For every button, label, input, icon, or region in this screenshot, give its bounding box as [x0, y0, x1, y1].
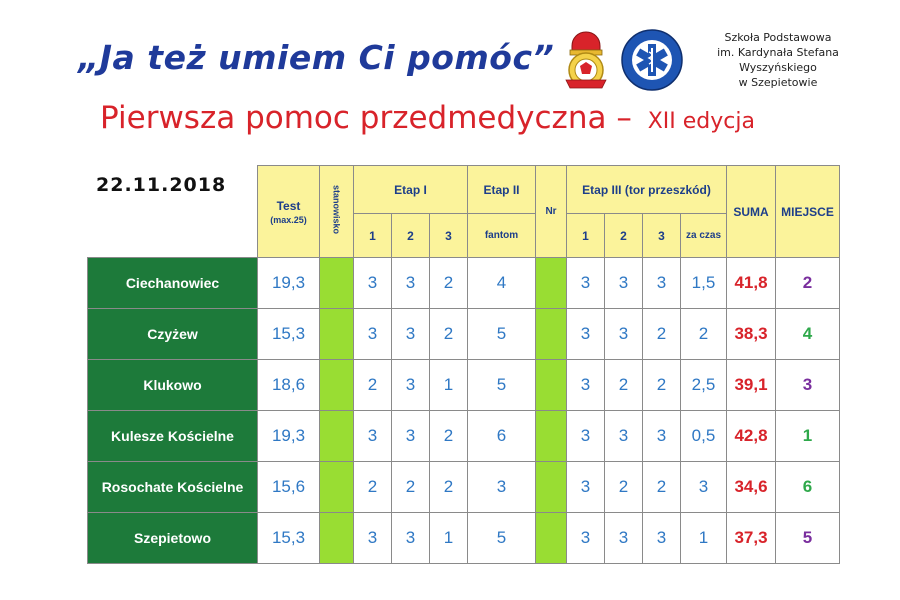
team-name-cell: Szepietowo: [88, 513, 258, 564]
etap3-time-cell: 2,5: [681, 360, 727, 411]
etap3-score-cell: 3: [605, 411, 643, 462]
suma-cell: 37,3: [727, 513, 776, 564]
table-row: [88, 411, 840, 462]
header-suma: SUMA: [727, 166, 776, 258]
etap1-score-cell: 2: [430, 411, 468, 462]
header-etap1-col: 2: [392, 214, 430, 258]
results-table: [87, 165, 840, 564]
stanowisko-cell: [320, 462, 354, 513]
header-etap3-col: 1: [567, 214, 605, 258]
miejsce-cell: 4: [776, 309, 840, 360]
team-name-cell: Czyżew: [88, 309, 258, 360]
etap1-score-cell: 3: [354, 513, 392, 564]
etap1-score-cell: 2: [354, 462, 392, 513]
etap1-score-cell: 1: [430, 360, 468, 411]
etap3-time-cell: 1: [681, 513, 727, 564]
header-fantom: fantom: [468, 214, 536, 258]
header-test: [258, 166, 320, 258]
test-score-cell: 15,3: [258, 513, 320, 564]
table-row: [88, 462, 840, 513]
team-name-cell: Ciechanowiec: [88, 258, 258, 309]
etap1-score-cell: 3: [392, 360, 430, 411]
stanowisko-cell: [320, 309, 354, 360]
header-test-max: (max.25): [270, 214, 307, 225]
suma-cell: 39,1: [727, 360, 776, 411]
etap1-score-cell: 3: [392, 411, 430, 462]
etap3-time-cell: 0,5: [681, 411, 727, 462]
header-etap1-col: 3: [430, 214, 468, 258]
miejsce-cell: 6: [776, 462, 840, 513]
school-line: Szkoła Podstawowa: [724, 31, 832, 44]
school-line: w Szepietowie: [738, 76, 818, 89]
etap3-score-cell: 3: [605, 513, 643, 564]
table-row: [88, 513, 840, 564]
etap3-score-cell: 2: [643, 462, 681, 513]
etap3-score-cell: 3: [605, 309, 643, 360]
team-name-cell: Klukowo: [88, 360, 258, 411]
header-stanowisko-label: stanowisko: [331, 185, 342, 235]
etap3-score-cell: 3: [567, 462, 605, 513]
stanowisko-cell: [320, 513, 354, 564]
header-za-czas: za czas: [681, 214, 727, 258]
header-stanowisko: [320, 166, 354, 258]
etap2-score-cell: 5: [468, 309, 536, 360]
team-name-cell: Rosochate Kościelne: [88, 462, 258, 513]
page-title: „Ja też umiem Ci pomóc”: [78, 38, 555, 77]
suma-cell: 38,3: [727, 309, 776, 360]
nr-cell: [536, 462, 567, 513]
test-score-cell: 19,3: [258, 258, 320, 309]
etap3-score-cell: 2: [643, 360, 681, 411]
etap3-score-cell: 3: [643, 513, 681, 564]
suma-cell: 42,8: [727, 411, 776, 462]
fire-brigade-emblem-icon: [556, 28, 616, 92]
subtitle-text: Pierwsza pomoc przedmedyczna –: [100, 100, 632, 136]
etap1-score-cell: 3: [354, 309, 392, 360]
header-miejsce: MIEJSCE: [776, 166, 840, 258]
etap3-score-cell: 2: [605, 360, 643, 411]
header-test-label: Test: [276, 198, 301, 213]
school-name: [690, 30, 866, 90]
etap2-score-cell: 5: [468, 513, 536, 564]
test-score-cell: 18,6: [258, 360, 320, 411]
etap2-score-cell: 6: [468, 411, 536, 462]
test-score-cell: 15,6: [258, 462, 320, 513]
etap1-score-cell: 3: [392, 258, 430, 309]
miejsce-cell: 1: [776, 411, 840, 462]
miejsce-cell: 5: [776, 513, 840, 564]
etap1-score-cell: 3: [392, 513, 430, 564]
star-of-life-icon: [620, 28, 684, 92]
etap3-score-cell: 3: [567, 513, 605, 564]
header-etap3: Etap III (tor przeszkód): [567, 166, 727, 214]
etap3-score-cell: 3: [567, 258, 605, 309]
table-row: [88, 258, 840, 309]
header-etap1: Etap I: [354, 166, 468, 214]
nr-cell: [536, 513, 567, 564]
etap1-score-cell: 2: [430, 258, 468, 309]
stanowisko-cell: [320, 360, 354, 411]
etap1-score-cell: 2: [392, 462, 430, 513]
suma-cell: 34,6: [727, 462, 776, 513]
stanowisko-cell: [320, 411, 354, 462]
etap2-score-cell: 5: [468, 360, 536, 411]
etap3-score-cell: 3: [567, 309, 605, 360]
etap3-time-cell: 1,5: [681, 258, 727, 309]
nr-cell: [536, 258, 567, 309]
edition-label: XII edycja: [647, 109, 755, 134]
stanowisko-cell: [320, 258, 354, 309]
etap3-score-cell: 3: [567, 411, 605, 462]
etap3-time-cell: 3: [681, 462, 727, 513]
etap1-score-cell: 2: [430, 309, 468, 360]
etap3-score-cell: 3: [643, 411, 681, 462]
suma-cell: 41,8: [727, 258, 776, 309]
etap3-score-cell: 3: [605, 258, 643, 309]
etap1-score-cell: 3: [354, 411, 392, 462]
etap1-score-cell: 3: [354, 258, 392, 309]
etap1-score-cell: 3: [392, 309, 430, 360]
etap1-score-cell: 1: [430, 513, 468, 564]
header-etap1-col: 1: [354, 214, 392, 258]
date-label: 22.11.2018: [96, 174, 227, 196]
school-line: im. Kardynała Stefana: [717, 46, 839, 59]
header-etap3-col: 2: [605, 214, 643, 258]
nr-cell: [536, 411, 567, 462]
nr-cell: [536, 309, 567, 360]
etap3-score-cell: 2: [643, 309, 681, 360]
miejsce-cell: 2: [776, 258, 840, 309]
etap3-score-cell: 3: [567, 360, 605, 411]
nr-cell: [536, 360, 567, 411]
header-nr: Nr: [536, 166, 567, 258]
etap3-score-cell: 2: [605, 462, 643, 513]
table-row: [88, 360, 840, 411]
etap2-score-cell: 3: [468, 462, 536, 513]
header-etap3-col: 3: [643, 214, 681, 258]
table-row: [88, 309, 840, 360]
etap3-time-cell: 2: [681, 309, 727, 360]
etap2-score-cell: 4: [468, 258, 536, 309]
school-line: Wyszyńskiego: [739, 61, 817, 74]
test-score-cell: 19,3: [258, 411, 320, 462]
header-etap2: Etap II: [468, 166, 536, 214]
etap3-score-cell: 3: [643, 258, 681, 309]
miejsce-cell: 3: [776, 360, 840, 411]
etap1-score-cell: 2: [354, 360, 392, 411]
etap1-score-cell: 2: [430, 462, 468, 513]
page-subtitle: [100, 100, 755, 136]
team-name-cell: Kulesze Kościelne: [88, 411, 258, 462]
test-score-cell: 15,3: [258, 309, 320, 360]
